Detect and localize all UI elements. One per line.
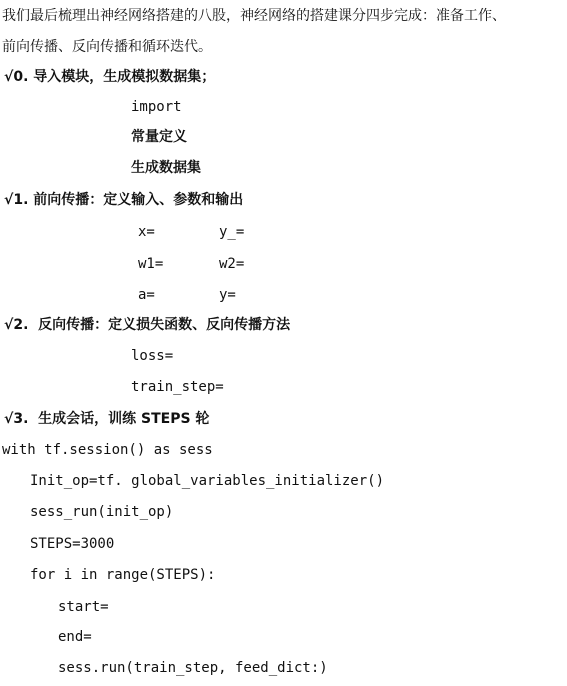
step0-heading: √0. 导入模块，生成模拟数据集； <box>4 69 216 85</box>
step3-heading: √3. 生成会话，训练 STEPS 轮 <box>4 411 210 427</box>
intro-line-1: 我们最后梳理出神经网络搭建的八股，神经网络的搭建课分四步完成：准备工作、 <box>2 8 506 24</box>
step2-item-loss: loss= <box>131 348 174 364</box>
step0-item-import: import <box>131 99 182 115</box>
step2-heading: √2. 反向传播：定义损失函数、反向传播方法 <box>4 317 291 333</box>
step1-var-y: y= <box>219 287 236 303</box>
code-line-sess-run-train: sess.run(train_step, feed_dict:) <box>58 660 328 676</box>
step1-var-y-label: y_= <box>219 224 245 240</box>
code-line-sess-run-init: sess_run(init_op) <box>30 504 174 520</box>
step0-item-constants: 常量定义 <box>131 129 187 145</box>
code-line-for-loop: for i in range(STEPS): <box>30 567 216 583</box>
code-line-init-op: Init_op=tf. global_variables_initializer() <box>30 473 385 489</box>
step1-var-x: x= <box>138 224 155 240</box>
step2-item-train-step: train_step= <box>131 379 224 395</box>
step0-item-dataset: 生成数据集 <box>131 160 201 176</box>
step1-var-w1: w1= <box>138 256 164 272</box>
step1-heading: √1. 前向传播：定义输入、参数和输出 <box>4 192 244 208</box>
step1-var-w2: w2= <box>219 256 245 272</box>
code-line-with-session: with tf.session() as sess <box>2 442 213 458</box>
code-line-steps: STEPS=3000 <box>30 536 115 552</box>
code-line-start: start= <box>58 599 109 615</box>
intro-line-2: 前向传播、反向传播和循环迭代。 <box>2 39 212 55</box>
step1-var-a: a= <box>138 287 155 303</box>
code-line-end: end= <box>58 629 92 645</box>
